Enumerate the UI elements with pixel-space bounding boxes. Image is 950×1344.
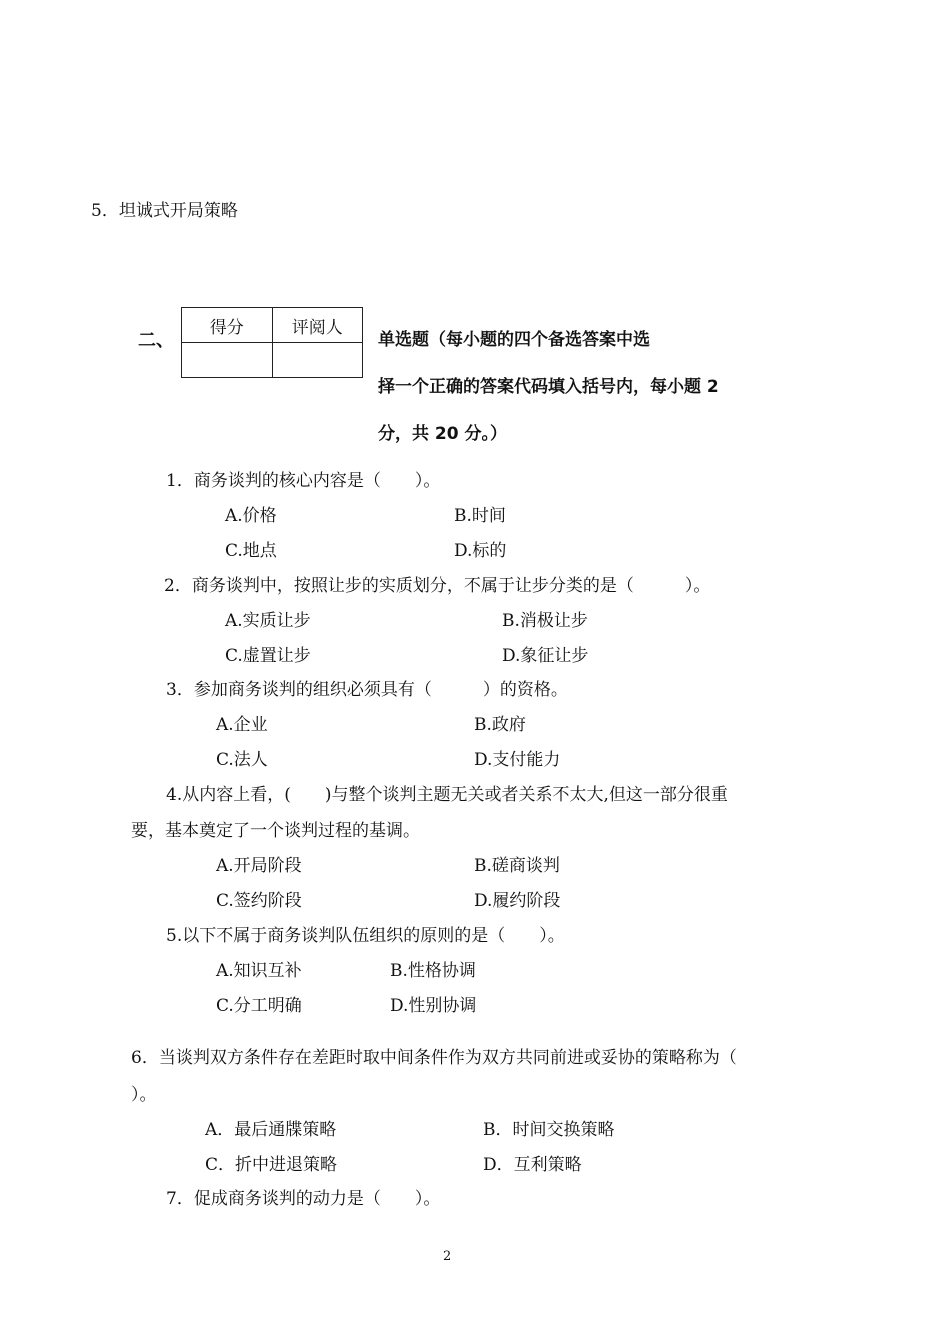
score-cell[interactable] (182, 343, 273, 378)
score-header: 得分 (182, 308, 273, 343)
q6-option-c: C．折中进退策略 (205, 1155, 338, 1175)
section-numeral: 二、 (138, 330, 174, 351)
q1-option-b: B.时间 (454, 506, 506, 526)
q3-option-a: A.企业 (216, 715, 268, 735)
instruction-line-3: 分，共 20 分。） (378, 424, 507, 444)
q5-option-d: D.性别协调 (390, 996, 477, 1016)
question-2-stem: 2．商务谈判中，按照让步的实质划分，不属于让步分类的是（ ）。 (164, 576, 711, 596)
question-4-stem-line-1: 4.从内容上看，( )与整个谈判主题无关或者关系不太大,但这一部分很重 (166, 785, 728, 805)
q4-option-b: B.磋商谈判 (474, 856, 560, 876)
q1-option-c: C.地点 (225, 541, 277, 561)
instruction-line-1: 单选题（每小题的四个备选答案中选 (378, 330, 650, 350)
q3-option-b: B.政府 (474, 715, 526, 735)
prev-item-5: 5．坦诚式开局策略 (91, 201, 238, 221)
question-7-stem: 7．促成商务谈判的动力是（ ）。 (166, 1189, 441, 1209)
q3-option-d: D.支付能力 (474, 750, 561, 770)
instruction-line-2: 择一个正确的答案代码填入括号内，每小题 2 (378, 377, 719, 397)
q4-option-a: A.开局阶段 (216, 856, 302, 876)
q1-option-a: A.价格 (225, 506, 277, 526)
q6-option-b: B．时间交换策略 (483, 1120, 615, 1140)
q5-option-a: A.知识互补 (216, 961, 302, 981)
q4-option-c: C.签约阶段 (216, 891, 302, 911)
grader-header: 评阅人 (272, 308, 363, 343)
question-6-stem-line-1: 6．当谈判双方条件存在差距时取中间条件作为双方共同前进或妥协的策略称为（ (131, 1048, 737, 1068)
q3-option-c: C.法人 (216, 750, 268, 770)
score-table (181, 307, 363, 378)
question-5-stem: 5.以下不属于商务谈判队伍组织的原则的是（ ）。 (166, 926, 565, 946)
q5-option-b: B.性格协调 (390, 961, 476, 981)
q6-option-d: D．互利策略 (483, 1155, 582, 1175)
question-4-stem-line-2: 要，基本奠定了一个谈判过程的基调。 (131, 821, 420, 841)
grader-cell[interactable] (272, 343, 363, 378)
q1-option-d: D.标的 (454, 541, 507, 561)
q5-option-c: C.分工明确 (216, 996, 302, 1016)
question-1-stem: 1．商务谈判的核心内容是（ ）。 (166, 471, 441, 491)
q6-option-a: A．最后通牒策略 (205, 1120, 337, 1140)
q2-option-a: A.实质让步 (225, 611, 311, 631)
page-number: 2 (443, 1249, 452, 1264)
question-6-stem-line-2: ）。 (131, 1085, 157, 1105)
q2-option-c: C.虚置让步 (225, 646, 311, 666)
question-3-stem: 3．参加商务谈判的组织必须具有（ ）的资格。 (166, 680, 568, 700)
q2-option-d: D.象征让步 (502, 646, 589, 666)
q2-option-b: B.消极让步 (502, 611, 588, 631)
q4-option-d: D.履约阶段 (474, 891, 561, 911)
